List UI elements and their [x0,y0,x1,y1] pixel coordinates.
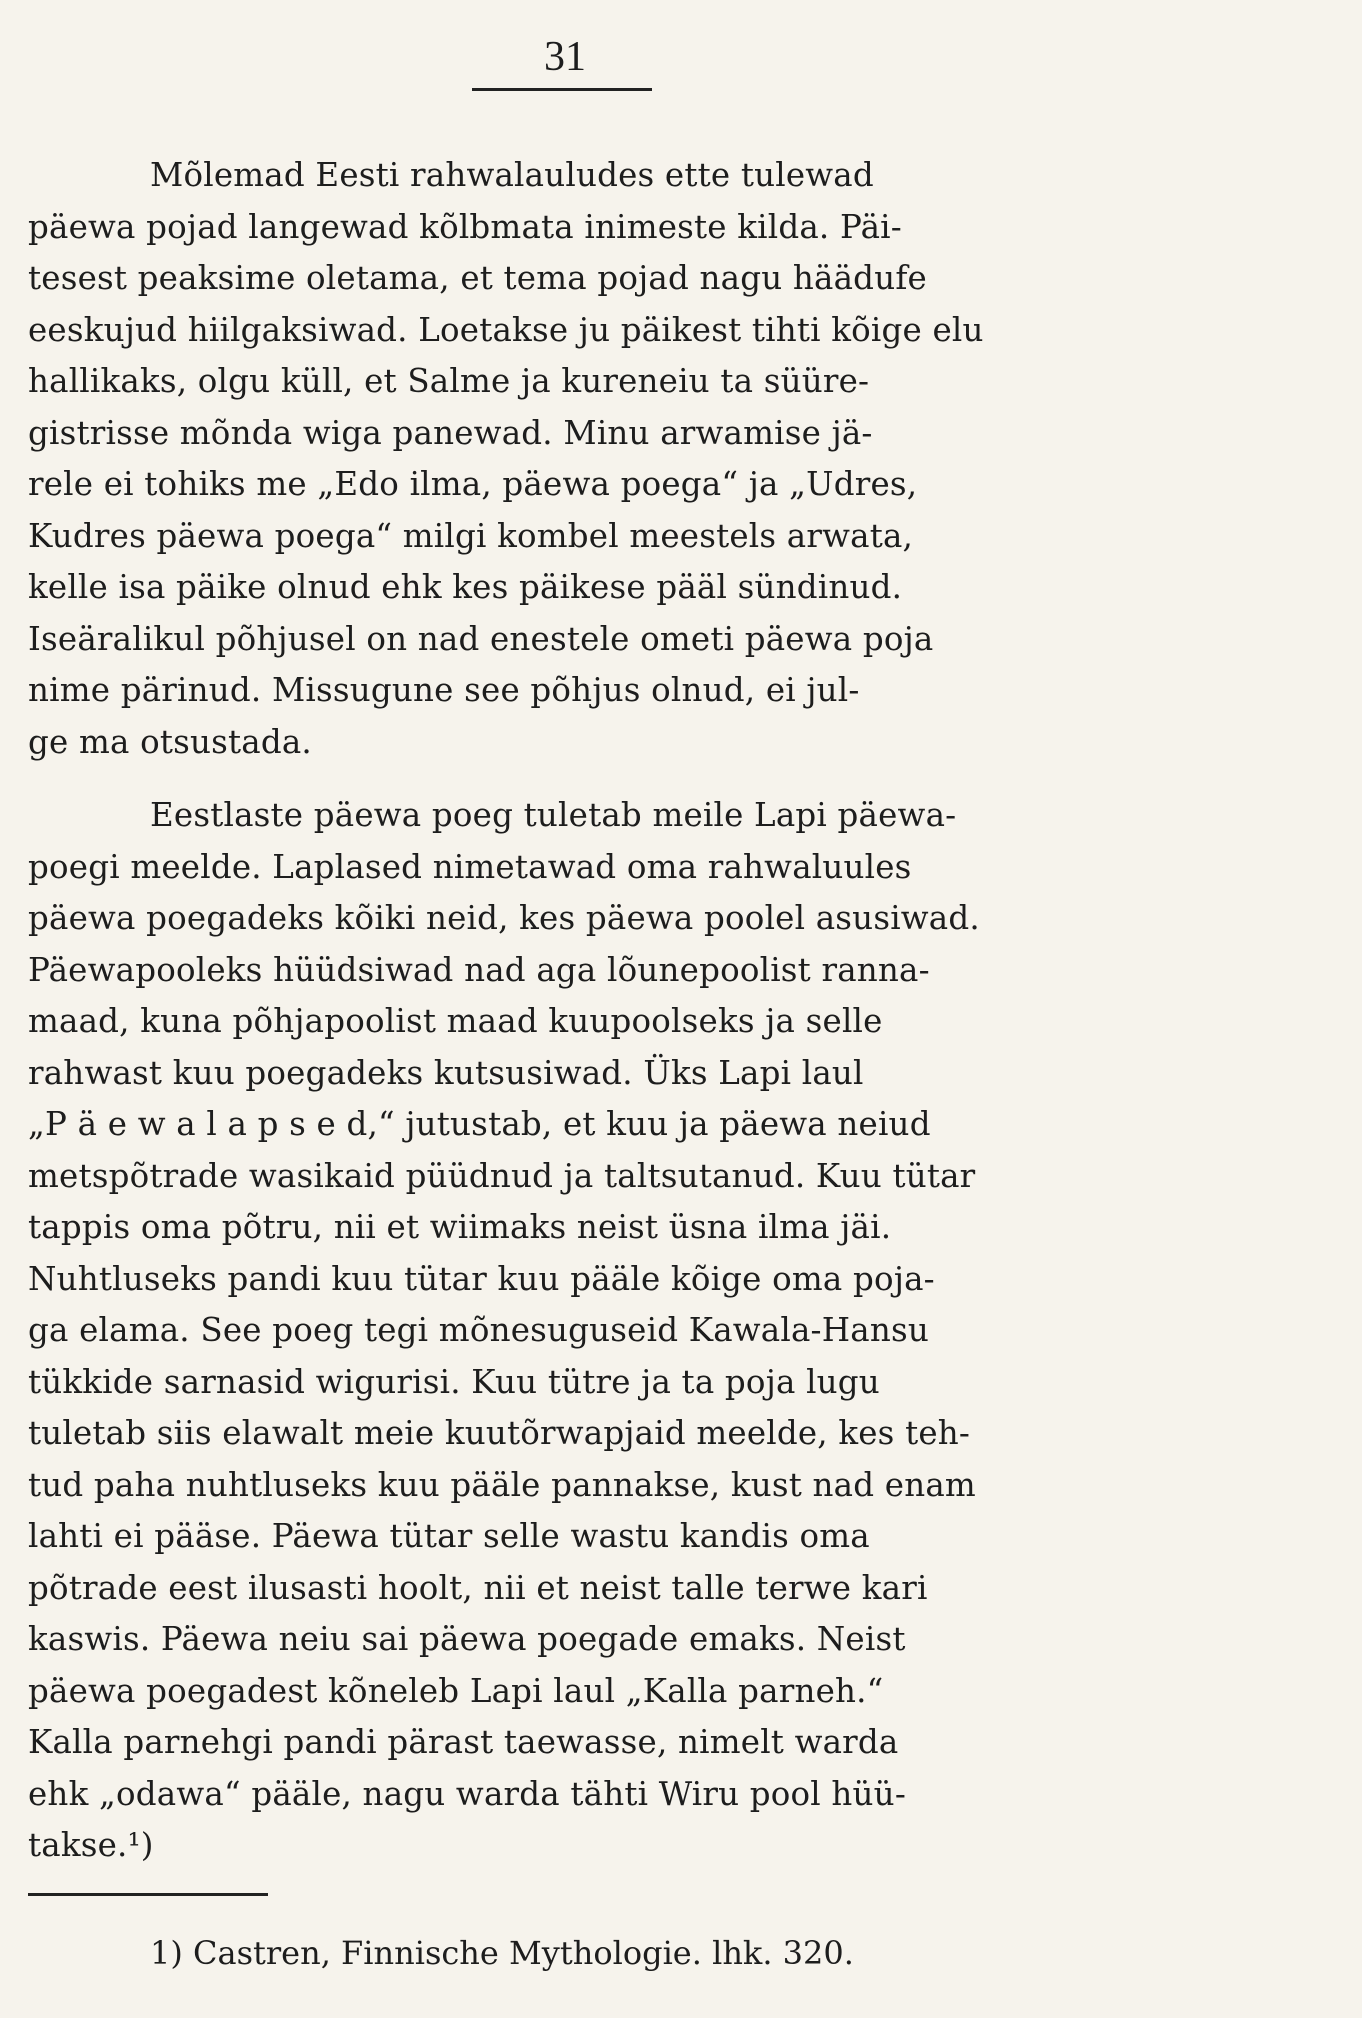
text-line: poegi meelde. Laplased nimetawad oma rahwaluules [28,847,912,886]
text-line: Päewapooleks hüüdsiwad nad aga lõunepoolist ranna- [28,950,930,989]
text-line: takse.¹) [28,1826,154,1864]
text-line: tükkide sarnasid wigurisi. Kuu tütre ja ta poja lugu [28,1362,880,1401]
text-line: Eestlaste päewa poeg tuletab meile Lapi päewa- [150,796,957,834]
paragraph-1 [28,150,1118,768]
text-line: tud paha nuhtluseks kuu pääle pannakse, kust nad enam [28,1465,976,1504]
text-line: kaswis. Päewa neiu sai päewa poegade emaks. Neist [28,1620,906,1658]
text-line: gistrisse mõnda wiga panewad. Minu arwamise jä- [28,413,873,452]
text-line: päewa poegadeks kõiki neid, kes päewa poolel asusiwad. [28,899,980,937]
text-line: rele ei tohiks me „Edo ilma, päewa poega“ ja „Udres, [28,465,918,503]
text-line: ga elama. See poeg tegi mõnesuguseid Kawala-Hansu [28,1311,929,1349]
page-number: 31 [544,34,586,80]
text-line: Iseäralikul põhjusel on nad enestele ometi päewa poja [28,619,934,658]
footnote-rule [28,1893,268,1896]
header-rule [472,88,652,91]
text-line: ehk „odawa“ pääle, nagu warda tähti Wiru pool hüü- [28,1774,906,1813]
footnote: 1) Castren, Finnische Mythologie. lhk. 320. [150,1934,854,1972]
text-line: metspõtrade wasikaid püüdnud ja taltsutanud. Kuu tütar [28,1156,976,1195]
text-line: nime pärinud. Missugune see põhjus olnud, ei jul- [28,671,860,709]
text-line: maad, kuna põhjapoolist maad kuupoolseks ja selle [28,1002,883,1040]
text-line: „P ä e w a l a p s e d,“ jutustab, et kuu ja päewa neiud [28,1105,931,1143]
text-line: päewa poegadest kõneleb Lapi laul „Kalla parneh.“ [28,1671,884,1710]
text-line: põtrade eest ilusasti hoolt, nii et neist talle terwe kari [28,1568,928,1607]
text-line: tuletab siis elawalt meie kuutõrwapjaid meelde, kes teh- [28,1414,971,1452]
paragraph-2 [28,790,1118,1872]
body-text [28,150,1118,1872]
text-line: päewa pojad langewad kõlbmata inimeste kilda. Päi- [28,207,902,246]
text-line: lahti ei pääse. Päewa tütar selle wastu kandis oma [28,1517,870,1555]
text-line: tesest peaksime oletama, et tema pojad nagu häädufe [28,259,927,297]
text-line: kelle isa päike olnud ehk kes päikese pääl sündinud. [28,568,903,606]
text-line: Kalla parnehgi pandi pärast taewasse, nimelt warda [28,1723,899,1761]
text-line: rahwast kuu poegadeks kutsusiwad. Üks Lapi laul [28,1053,864,1092]
text-line: eeskujud hiilgaksiwad. Loetakse ju päikest tihti kõige elu [28,310,984,349]
text-line: Nuhtluseks pandi kuu tütar kuu pääle kõige oma poja- [28,1259,935,1298]
text-line: tappis oma põtru, nii et wiimaks neist üsna ilma jäi. [28,1208,892,1246]
text-line: Kudres päewa poega“ milgi kombel meestels arwata, [28,516,914,555]
text-line: hallikaks, olgu küll, et Salme ja kureneiu ta süüre- [28,362,870,400]
text-line: ge ma otsustada. [28,722,312,761]
text-line: Mõlemad Eesti rahwalauludes ette tulewad [150,156,874,194]
